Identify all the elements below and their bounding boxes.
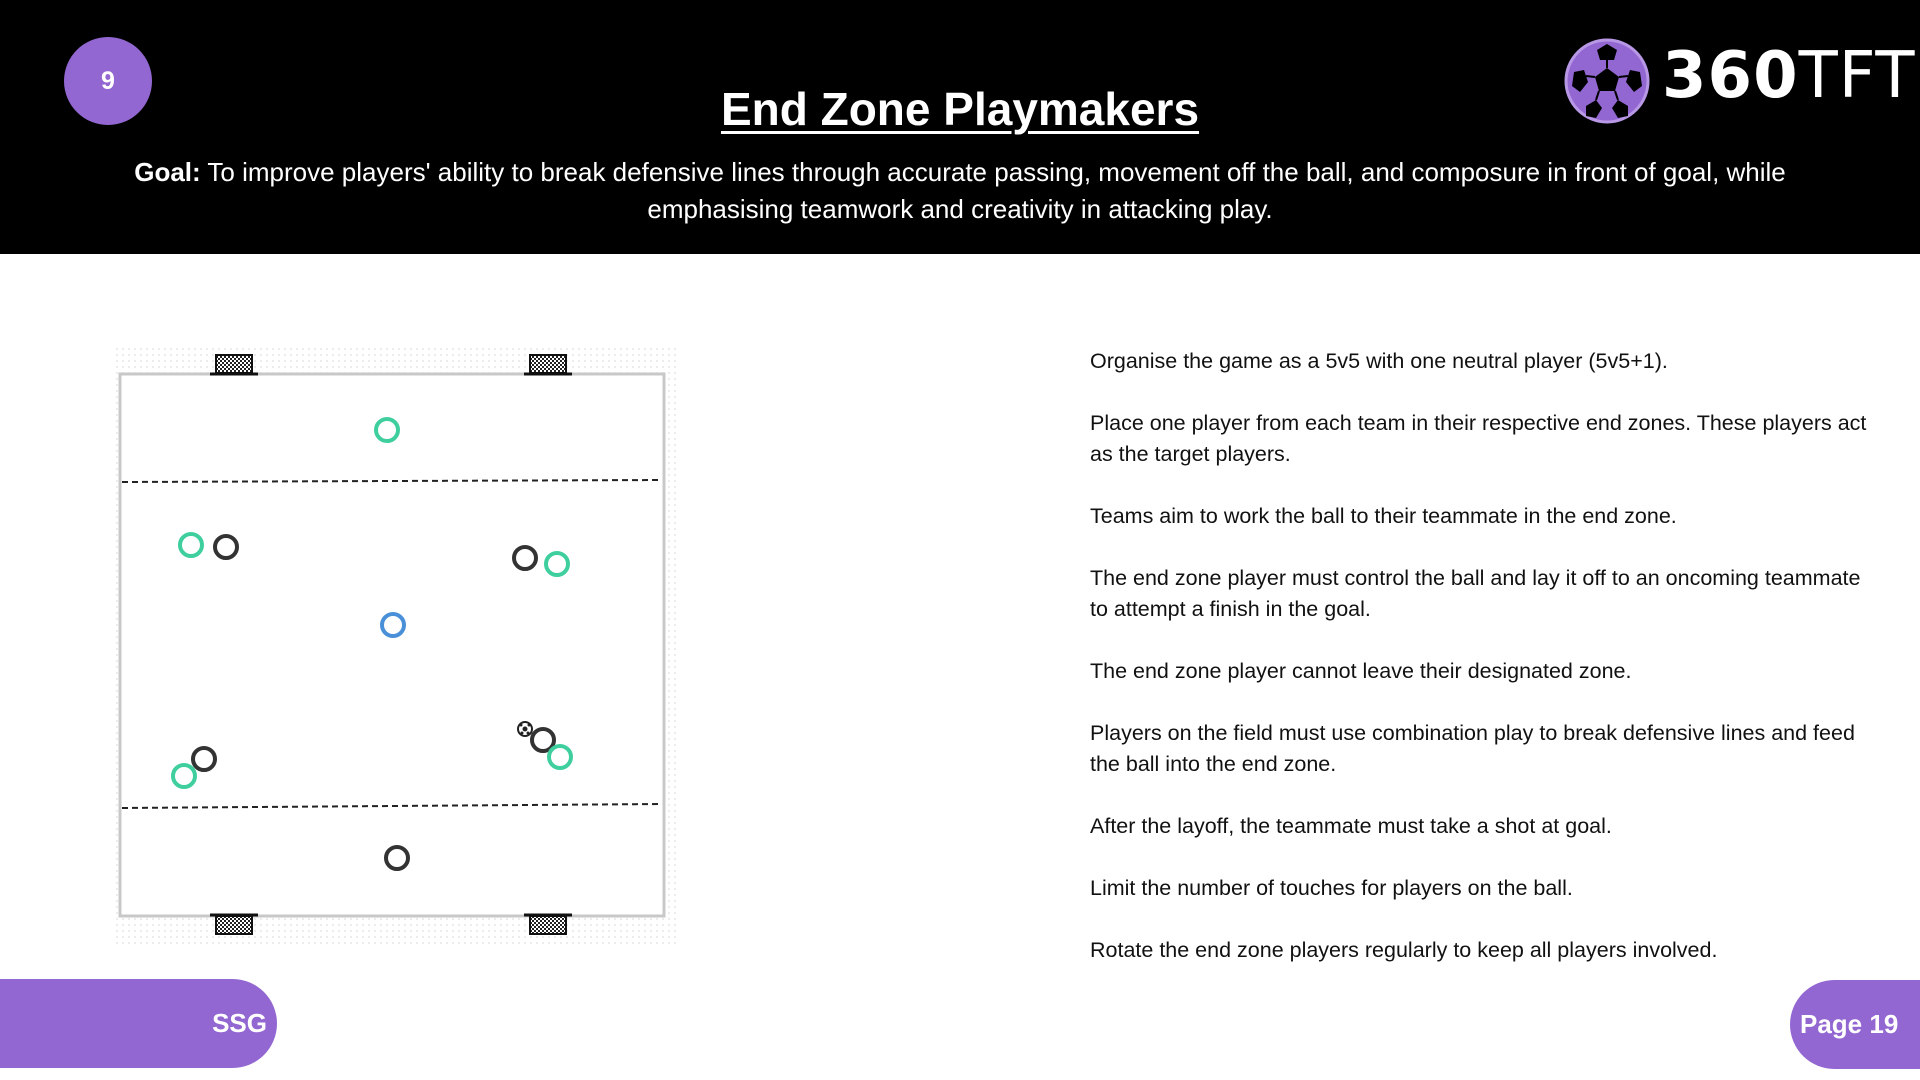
page-title: End Zone Playmakers [720,83,1200,135]
instruction-item: Limit the number of touches for players on the ball. [1090,876,1573,900]
instruction-item: Teams aim to work the ball to their teammate in the end zone. [1090,504,1677,528]
goal-text: To improve players' ability to break defensive lines through accurate passing, movement off the ball, and composure in front of goal, while emphasising teamwork and creativity in attacking play. [200,157,1786,224]
goal-bottom-right [524,915,572,934]
goal-bottom-left [210,915,258,934]
instructions-list [1090,346,1870,997]
instruction-item: Players on the field must use combination play to break defensive lines and feed the ball into the end zone. [1090,721,1855,776]
session-goal [100,154,1820,228]
goal-top-left [210,355,258,374]
brand-wordmark-light: TFT [1798,39,1916,113]
brand-wordmark [1662,39,1916,113]
instruction-item: The end zone player must control the ball and lay it off to an oncoming teammate to attempt a finish in the goal. [1090,566,1861,621]
brand-wordmark-bold: 360 [1662,39,1799,113]
goal-top-right [524,355,572,374]
football-icon [518,722,532,736]
instruction-item: Organise the game as a 5v5 with one neutral player (5v5+1). [1090,349,1668,373]
page-number: Page 19 [1790,980,1920,1069]
instruction-item: Place one player from each team in their respective end zones. These players act as the target players. [1090,411,1867,466]
pitch-diagram [114,346,676,948]
brand-logo [1562,36,1916,126]
instruction-item: Rotate the end zone players regularly to keep all players involved. [1090,938,1718,962]
goal-label: Goal: [134,157,201,187]
instruction-item: The end zone player cannot leave their designated zone. [1090,659,1632,683]
header-bar [0,0,1920,254]
pitch-boundary [120,374,664,916]
instruction-item: After the layoff, the teammate must take a shot at goal. [1090,814,1612,838]
category-tag: SSG [0,979,277,1068]
session-number-badge: 9 [64,37,152,125]
soccer-ball-icon [1562,36,1652,126]
